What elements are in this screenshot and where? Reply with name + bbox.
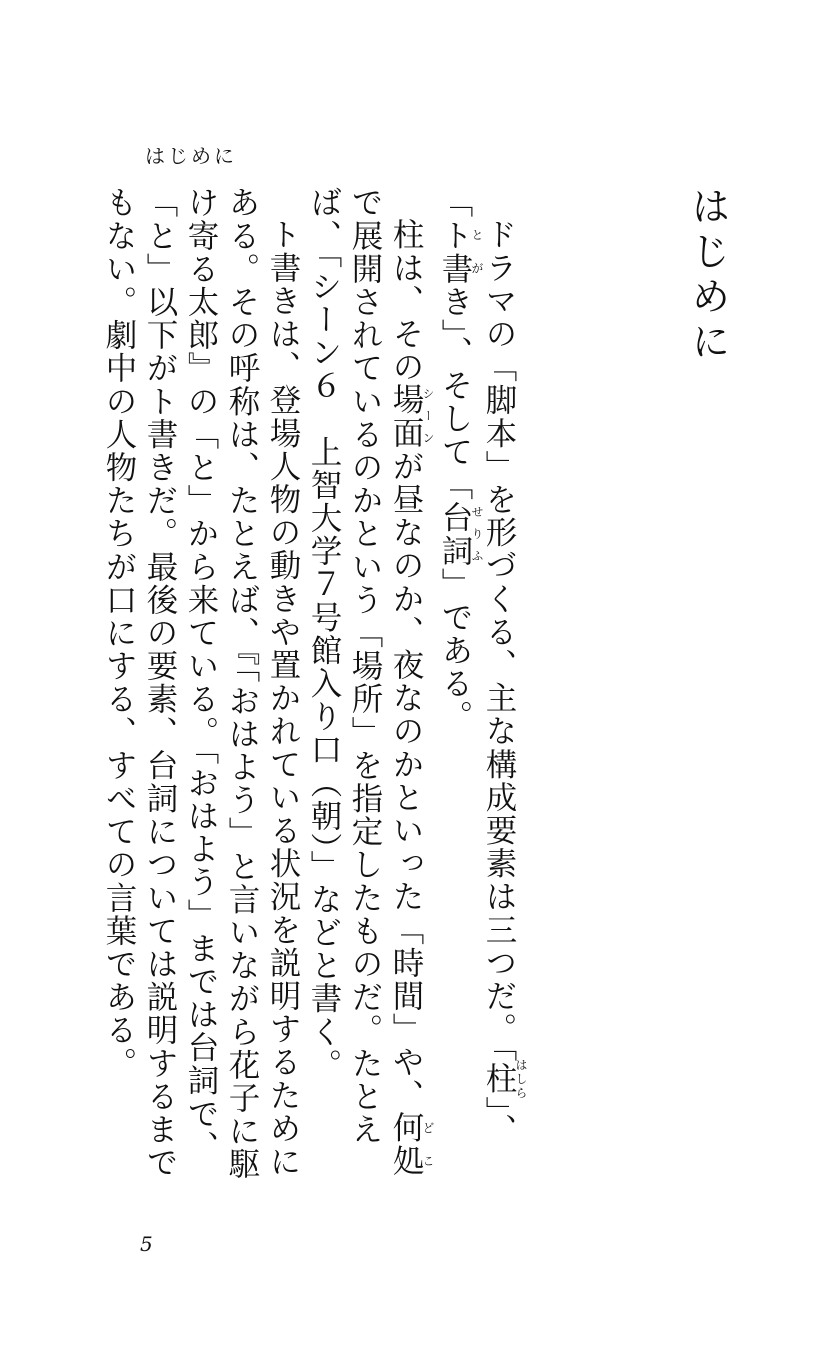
text-run: 」、「 [437,186,517,1146]
text-run: ドラマの「脚本」を形づくる、主な構成要素は三つだ。「 [481,217,517,1063]
ruby-annotation [388,383,435,450]
text-run: が昼なのか、夜なのかといった「時間」や、 [388,449,424,1112]
ruby-reading: どこ [421,1111,435,1178]
ruby-reading: シーン [421,383,435,450]
ruby-base: 何処 [388,1111,424,1178]
body-text [98,186,527,1206]
paragraph [98,186,303,1206]
paragraph [434,186,527,1206]
ruby-reading: せりふ [470,501,484,568]
text-run: 」である。 [437,567,473,733]
paragraph [303,186,434,1206]
text-run: で展開されているのかという「場所」を指定したものだ。たとえば、「シーン６ 上智大学７号館入り口（朝）」などと書く。 [306,186,383,1146]
text-run: ト書きは、登場人物の動きや置かれている状況を説明するためにある。その呼称は、たとえば、『「おはよう」と言いながら花子に駆け寄る太郎』の「と」から来ている。「おはよう」までは台詞で、「と」以下がト書きだ。最後の要素、台詞については説明するまでもない。劇中の人物たちが口にする、すべての言葉である。 [101,186,301,1181]
ruby-base: 場面 [388,383,424,450]
ruby-annotation [437,219,484,286]
page-number: 5 [140,1232,153,1256]
text-run: き」、そして「 [437,285,473,502]
ruby-base: 柱 [481,1057,517,1100]
ruby-annotation [481,1057,528,1100]
chapter-title: はじめに [685,186,730,366]
ruby-annotation [437,501,484,568]
ruby-base: 台詞 [437,501,473,568]
ruby-reading: とが [470,219,484,286]
ruby-reading: はしら [514,1057,528,1100]
running-head: はじめに [145,144,237,168]
ruby-annotation [388,1111,435,1178]
text-run: 柱は、その [388,217,424,383]
ruby-base: ト書 [437,219,473,286]
